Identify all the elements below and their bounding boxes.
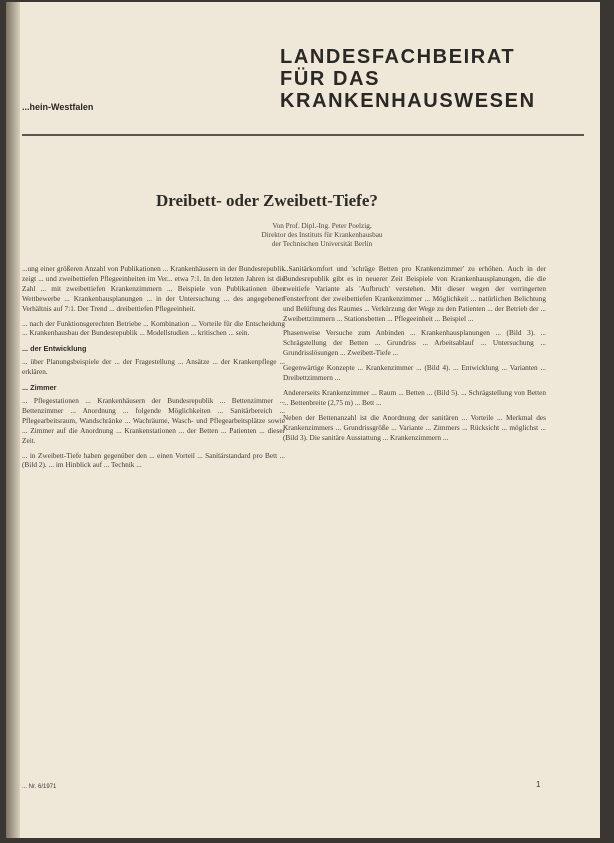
paragraph: ... in Zweibett-Tiefe haben gegenüber den ... einen Vorteil ... Sanitärstandard pro Bett ... (Bild 2). ... im Hinblick auf ... Technik ...: [22, 450, 285, 470]
paragraph: ... über Planungsbeispiele der ... der Fragestellung ... Ansätze ... der Krankenpflege ... erklären.: [22, 357, 285, 377]
paragraph: Andererseits Krankenzimmer ... Raum ... Betten ... (Bild 5). ... Schrägstellung von Betten ... Bettenbreite (2,75 m) ... Bett ...: [283, 387, 546, 407]
masthead: [280, 46, 560, 112]
byline: [202, 222, 442, 249]
section-heading: ... Zimmer: [22, 383, 57, 393]
footer-publication: ... Nr. 6/1971: [22, 784, 57, 790]
byline-affiliation: Direktor des Instituts für Krankenhausbau: [261, 231, 383, 239]
masthead-line-2: FÜR DAS: [280, 68, 381, 90]
right-column: [283, 264, 546, 448]
byline-university: der Technischen Universität Berlin: [271, 240, 373, 248]
document-page: [6, 2, 600, 838]
article-title: Dreibett- oder Zweibett-Tiefe?: [156, 191, 378, 210]
page-binding-gutter: [6, 2, 20, 838]
paragraph: Neben der Bettenanzahl ist die Anordnung der sanitären ... Vorteile ... Merkmal des Krankenzimmers ... Grundrissgröße ... Variante ... Zimmers ... Rücksicht ... möglichst ... (Bild 3). Die sanitäre Ausstattung ... Krankenzimmern ...: [283, 412, 546, 442]
section-heading: ... der Entwicklung: [22, 344, 87, 354]
paragraph: ...Sanitärkomfort und 'schräge Betten pro Krankenzimmer' zu erhöhen. Auch in der Bundesrepublik gibt es in neuerer Zeit Beispiele von Krankenhausplanungen, die die zweitiefe Variante als 'Aufbruch' verstehen. Mit dieser wegen der verringerten Fensterfront der zweibettiefen Krankenzimmer ... Möglichkeit ... natürlichen Belichtung und Belüftung des Raumes ... Verkürzung der Wege zu den Patienten ... der Betrieb der ... Zweibettzimmern ... Stationsbetten ... Pflegeeinheit ... Beispiel ...: [283, 264, 546, 323]
paragraph: ...ung einer größeren Anzahl von Publikationen ... Krankenhäusern in der Bundesrepublik zeigt ... und zweibettiefen Pflegeeinheiten im Ver... etwa 7:1. In den letzten Jahren ist die Zahl ... mit zweibettiefen Krankenzimmern ... Beispiele von Publikationen über Wettbewerbe ... Krankenhausplanungen ... in der Untersuchung ... des angegebenen Verhältnis auf 7:1. Der Trend ... dreibettiefen Pflegeeinheit.: [22, 264, 285, 313]
masthead-line-1: LANDESFACHBEIRAT: [280, 46, 516, 68]
paragraph: ... nach der Funktionsgerechten Betriebe ... Kombination ... Vorteile für die Entscheidung ... Krankenhausbau der Bundesrepublik ... Modellstudien ... kritischen ... sein.: [22, 318, 285, 338]
masthead-line-3: KRANKENHAUSWESEN: [280, 90, 536, 112]
paragraph: Gegenwärtige Konzepte ... Krankenzimmer ... (Bild 4). ... Entwicklung ... Varianten ... Dreibettzimmern ...: [283, 363, 546, 383]
paragraph: Phasenweise Versuche zum Anbinden ... Krankenhausplanungen ... (Bild 3). ... Schrägstellung der Betten ... Grundriss ... Arbeitsablauf ... Untersuchung ... Grundrisslösungen ... Zweibett-Tiefe ...: [283, 328, 546, 358]
left-column: [22, 264, 285, 475]
region-label: ...hein-Westfalen: [22, 102, 94, 112]
paragraph: ... Pflegestationen ... Krankenhäusern der Bundesrepublik ... Bettenzimmer ... Bettenzimmer ... Anordnung ... folgende Möglichkeiten ... Sanitärbereich ... Pflegearbeitsraum, Wandschränke ... Wachräume, Wasch- und Pflegearbeitsplätze sowie ... Zimmer auf die Anordnung ... Krankenstationen ... der Betten ... Patienten ... dieser Zeit.: [22, 395, 285, 445]
page-number: 1: [536, 780, 541, 789]
header-rule: [22, 134, 584, 136]
byline-author: Von Prof. Dipl.-Ing. Peter Poelzig,: [272, 222, 372, 230]
